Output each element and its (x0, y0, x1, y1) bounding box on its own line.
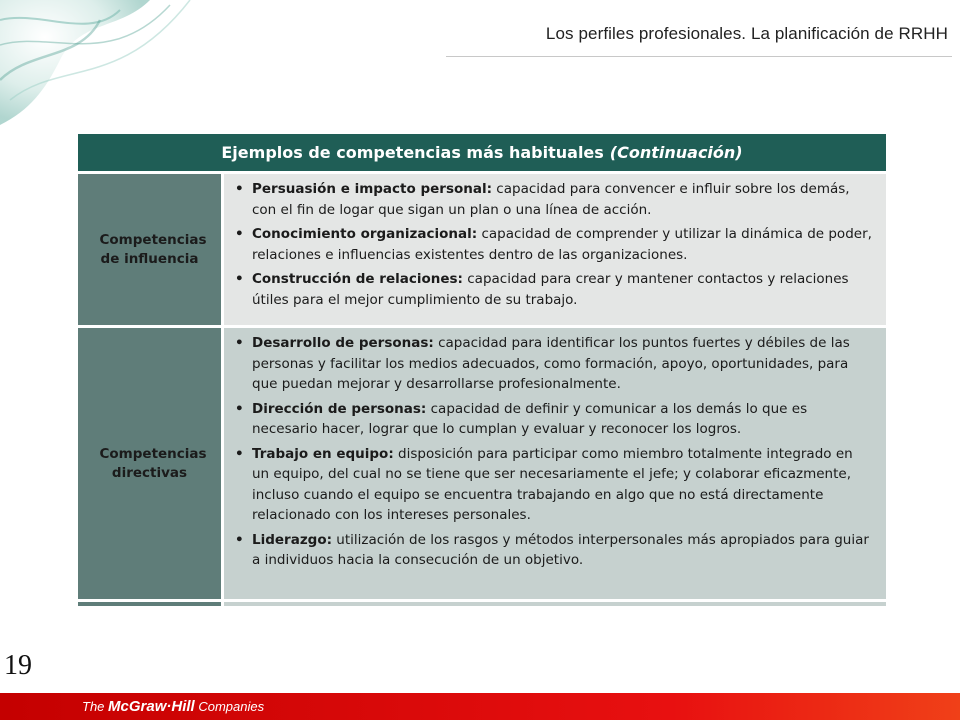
item-term: Dirección de personas: (252, 400, 427, 417)
table-title: Ejemplos de competencias más habituales (221, 143, 604, 162)
list-item (234, 399, 872, 440)
row-body (224, 174, 886, 325)
list-item (234, 444, 872, 526)
row-label-text: Competencias directivas (99, 445, 207, 481)
footer-strip-left (78, 602, 224, 606)
item-term: Construcción de relaciones: (252, 271, 463, 287)
item-text: capacidad para identificar los puntos fuertes y débiles de las personas y facilitar los medios adecuados, como formación, apoyo, oportunidades, para que puedan mejorar y desarrollarse profesionalmente. (252, 335, 850, 392)
row-body (224, 328, 886, 599)
publisher-logo (82, 698, 264, 715)
table-header (78, 134, 886, 174)
logo-prefix: The (82, 699, 105, 714)
row-label (78, 328, 224, 599)
list-item (234, 530, 872, 571)
item-text: capacidad para convencer e influir sobre los demás, con el fin de logar que sigan un plan o una línea de acción. (252, 181, 850, 218)
table-row (78, 328, 886, 602)
list-item (234, 269, 872, 310)
page-title: Los perfiles profesionales. La planificación de RRHH (545, 24, 948, 43)
row-label (78, 174, 224, 325)
list-item (234, 224, 872, 265)
page-number: 19 (4, 650, 32, 681)
decorative-swirl (0, 0, 200, 135)
logo-suffix: Companies (198, 699, 265, 714)
header-divider (446, 56, 952, 57)
row-label-text: Competencias de influencia (99, 231, 207, 267)
item-term: Desarrollo de personas: (252, 335, 434, 351)
item-term: Persuasión e impacto personal: (252, 181, 493, 197)
list-item (234, 333, 872, 395)
item-text: utilización de los rasgos y métodos interpersonales más apropiados para guiar a individuos hacia la consecución de un objetivo. (252, 531, 869, 568)
item-term: Liderazgo: (252, 531, 333, 548)
footer-bar (0, 693, 960, 720)
table-row (78, 174, 886, 328)
item-text: capacidad de definir y comunicar a los demás lo que es necesario hacer, lograr que lo cumplan y evaluar y reconocer los logros. (252, 400, 808, 437)
item-text: disposición para participar como miembro totalmente integrado en un equipo, del cual no se tiene que ser necesariamente el jefe; y colaborar eficazmente, incluso cuando el equipo se encuentra trabajando en algo que no está directamente relacionado con los intereses personales. (252, 445, 853, 523)
item-text: capacidad de comprender y utilizar la dinámica de poder, relaciones e influencias existentes dentro de las organizaciones. (252, 226, 872, 263)
logo-brand: McGraw·Hill (108, 698, 195, 715)
footer-strip-right (224, 602, 886, 606)
item-term: Trabajo en equipo: (252, 445, 394, 462)
table-title-suffix: (Continuación) (609, 143, 743, 162)
item-text: capacidad para crear y mantener contactos y relaciones útiles para el mejor cumplimiento de su trabajo. (252, 271, 849, 308)
table-footer-strip (78, 602, 886, 606)
list-item (234, 179, 872, 220)
item-term: Conocimiento organizacional: (252, 226, 478, 242)
competencies-table (78, 134, 886, 606)
